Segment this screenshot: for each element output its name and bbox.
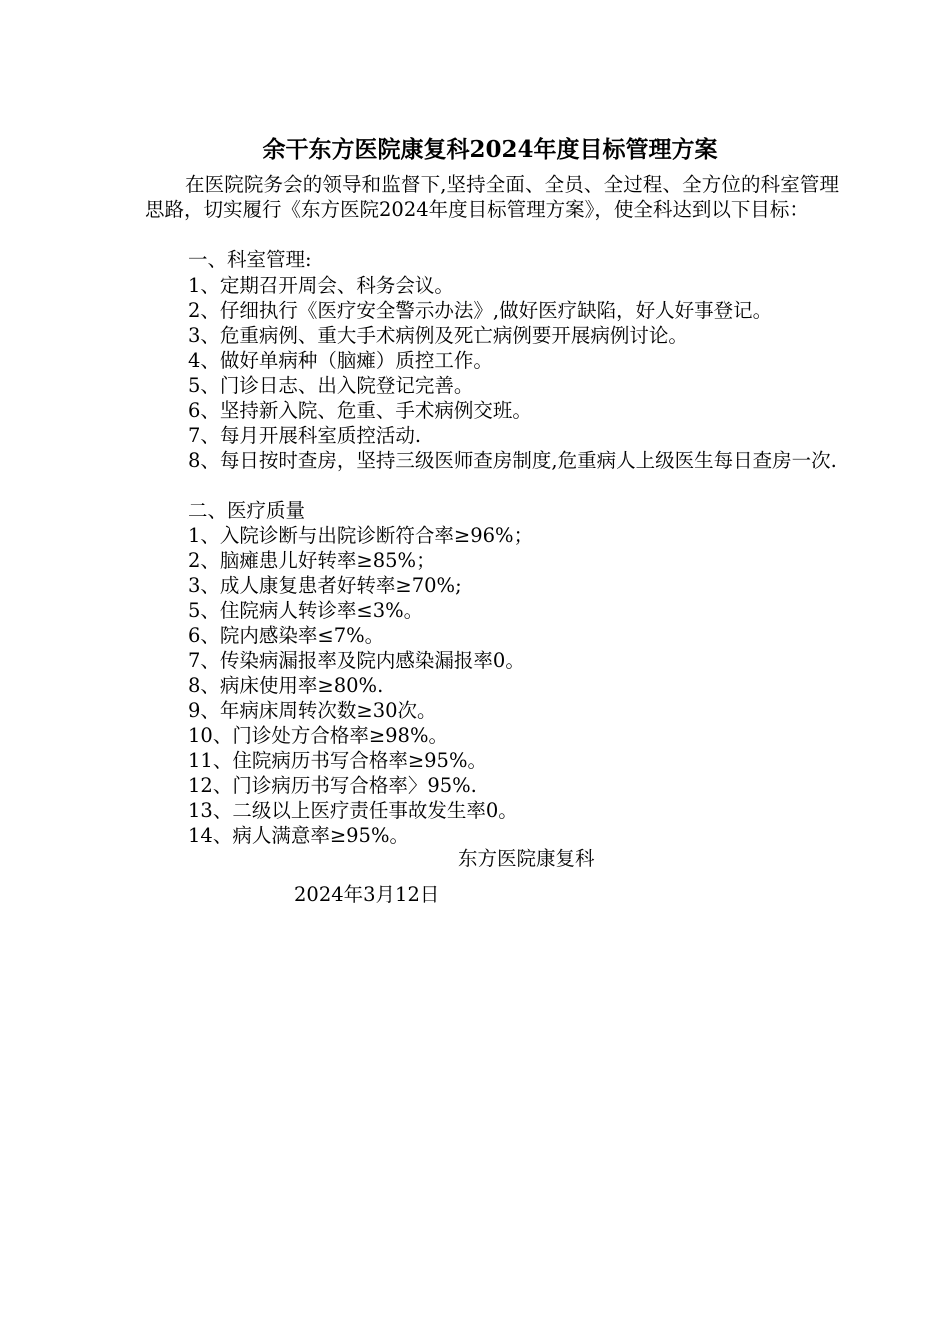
signature-department: 东方医院康复科: [458, 847, 595, 870]
section1-item: 5、门诊日志、出入院登记完善。: [188, 374, 474, 397]
document-title: 余干东方医院康复科2024年度目标管理方案: [262, 136, 718, 163]
section1-item: 8、每日按时查房，坚持三级医师查房制度,危重病人上级医生每日查房一次.: [188, 449, 837, 472]
section1-item: 2、仔细执行《医疗安全警示办法》,做好医疗缺陷，好人好事登记。: [188, 299, 773, 322]
section2-item: 8、病床使用率≥80%.: [188, 674, 384, 697]
section2-item: 2、脑瘫患儿好转率≥85%；: [188, 549, 436, 572]
section1-item: 6、坚持新入院、危重、手术病例交班。: [188, 399, 532, 422]
section2-item: 11、住院病历书写合格率≥95%。: [188, 749, 487, 772]
section2-item: 6、院内感染率≤7%。: [188, 624, 385, 647]
section2-item: 9、年病床周转次数≥30次。: [188, 699, 437, 722]
section2-item: 14、病人满意率≥95%。: [188, 824, 409, 847]
section1-item: 4、做好单病种（脑瘫）质控工作。: [188, 349, 493, 372]
section1-item: 3、危重病例、重大手术病例及死亡病例要开展病例讨论。: [188, 324, 688, 347]
section1-item: 1、定期召开周会、科务会议。: [188, 274, 454, 297]
section2-item: 12、门诊病历书写合格率〉95%.: [188, 774, 477, 797]
section2-item: 13、二级以上医疗责任事故发生率0。: [188, 799, 518, 822]
signature-date: 2024年3月12日: [294, 883, 440, 906]
section2-item: 7、传染病漏报率及院内感染漏报率0。: [188, 649, 525, 672]
section1-heading: 一、科室管理:: [188, 248, 312, 271]
section2-item: 1、入院诊断与出院诊断符合率≥96%；: [188, 524, 534, 547]
section2-item: 10、门诊处方合格率≥98%。: [188, 724, 448, 747]
section2-heading: 二、医疗质量: [188, 499, 306, 522]
section2-item: 3、成人康复患者好转率≥70%;: [188, 574, 462, 597]
intro-paragraph: 在医院院务会的领导和监督下,坚持全面、全员、全过程、全方位的科室管理思路，切实履行《东方医院2024年度目标管理方案》，使全科达到以下目标：: [145, 173, 839, 221]
section2-item: 5、住院病人转诊率≤3%。: [188, 599, 424, 622]
section1-item: 7、每月开展科室质控活动.: [188, 424, 422, 447]
